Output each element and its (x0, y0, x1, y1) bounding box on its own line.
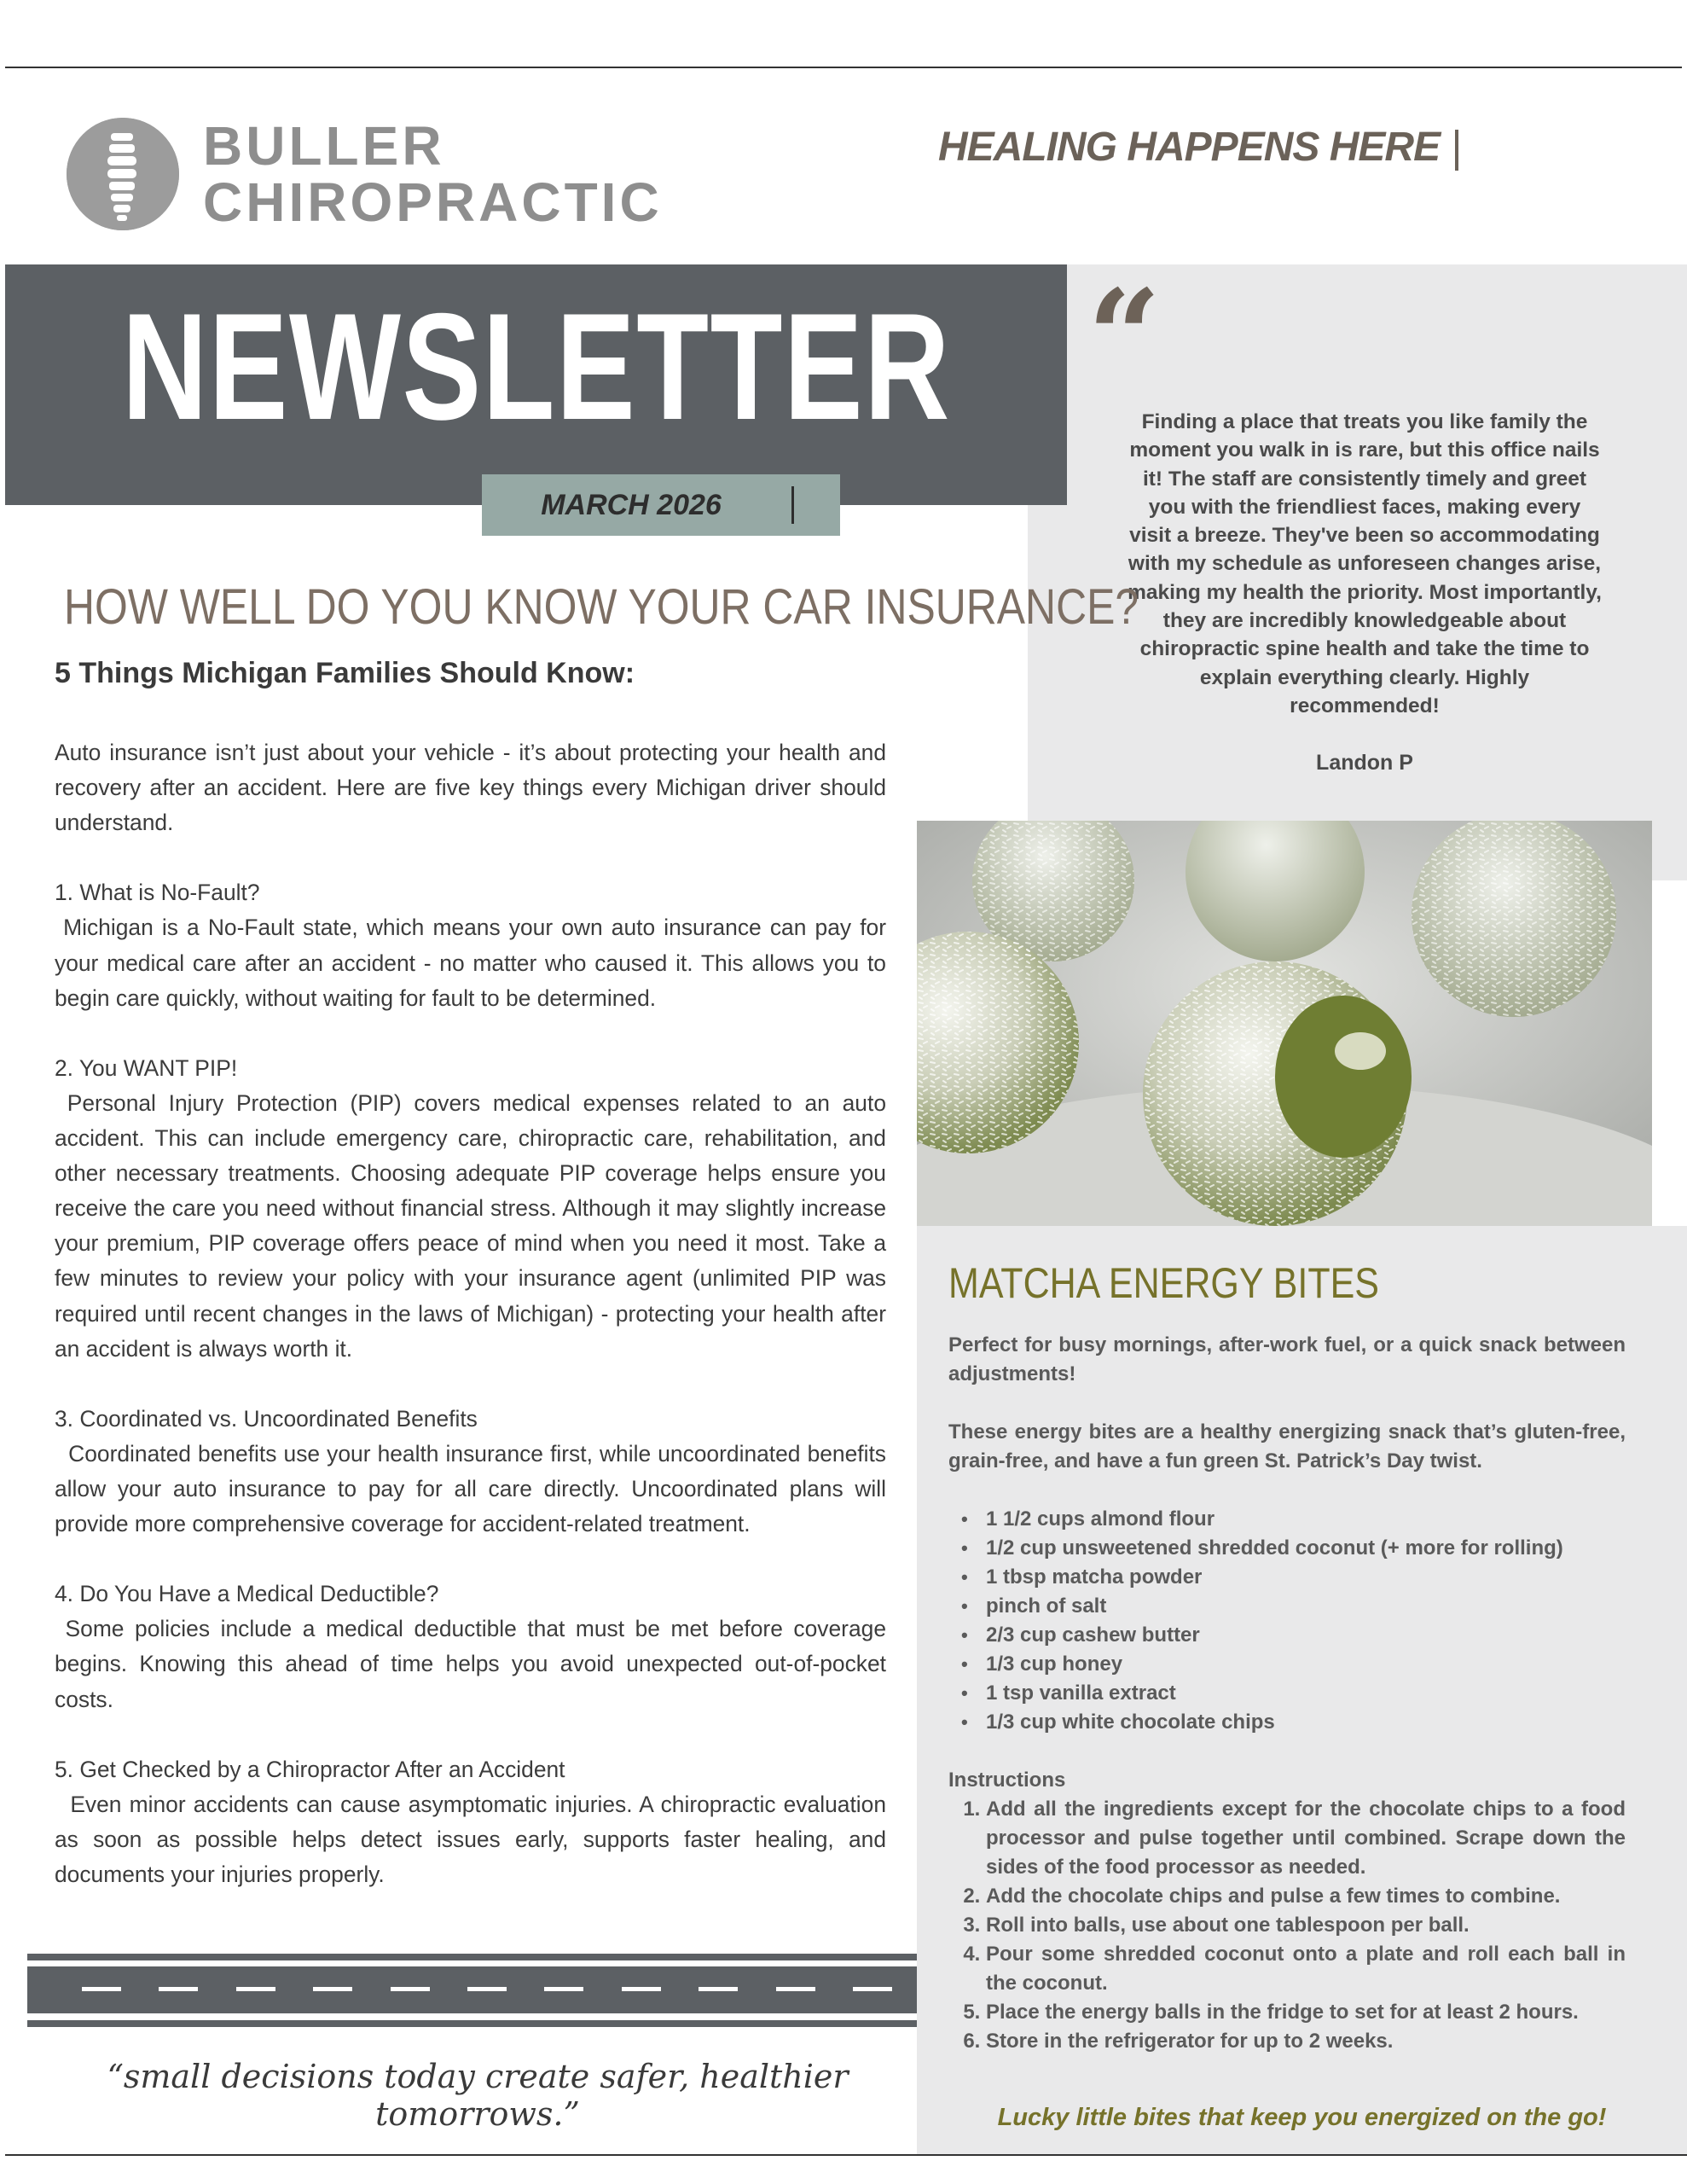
instruction-step: 5. Place the energy balls in the fridge to set for at least 2 hours. (986, 1998, 1626, 2027)
quote-icon: “ (1087, 262, 1162, 412)
recipe-closing: Lucky little bites that keep you energized on the go! (997, 2104, 1607, 2131)
point-heading: 4. Do You Have a Medical Deductible? (55, 1581, 439, 1607)
brand-name-line2: CHIROPRACTIC (203, 171, 663, 233)
instruction-step: 1. Add all the ingredients except for the chocolate chips to a food processor and pulse together until combined. Scrape down the sides of the food processor as needed. (986, 1795, 1626, 1882)
point-heading: 2. You WANT PIP! (55, 1054, 238, 1081)
date-divider (791, 486, 794, 524)
ingredients-list (948, 1505, 1626, 1737)
article-subtitle: 5 Things Michigan Families Should Know: (55, 657, 635, 689)
motto-quote: “small decisions today create safer, healthier tomorrows.” (107, 2058, 849, 2133)
logo-spine-icon (67, 118, 179, 230)
recipe-intro: Perfect for busy mornings, after-work fuel, or a quick snack between adjustments! (948, 1333, 1626, 1385)
issue-date: MARCH 2026 (541, 489, 722, 521)
article-title: HOW WELL DO YOU KNOW YOUR CAR INSURANCE? (64, 579, 1139, 635)
testimonial-author: Landon P (1316, 751, 1413, 775)
point-heading: 3. Coordinated vs. Uncoordinated Benefits (55, 1405, 478, 1432)
ingredient-item: • 1/2 cup unsweetened shredded coconut (+ more for rolling) (986, 1534, 1626, 1563)
brand-name-line1: BULLER (203, 115, 445, 177)
instruction-step: 4. Pour some shredded coconut onto a plate and roll each ball in the coconut. (986, 1940, 1626, 1998)
ingredient-item: • 1 tbsp matcha powder (986, 1563, 1626, 1592)
road-lane-dashes (82, 1987, 892, 1991)
matcha-bites-photo (917, 821, 1652, 1226)
recipe-description: These energy bites are a healthy energizing snack that’s gluten-free, grain-free, and have a fun green St. Patrick’s Day twist. (948, 1420, 1626, 1472)
ingredient-item: • 2/3 cup cashew butter (986, 1621, 1626, 1650)
instruction-step: 6. Store in the refrigerator for up to 2 weeks. (986, 2027, 1626, 2056)
article-body (55, 735, 886, 1892)
road-edge-top (27, 1954, 919, 1960)
brand-name (203, 115, 663, 233)
point-body: Coordinated benefits use your health insurance first, while uncoordinated benefits allow your auto insurance to pay for all care directly. Uncoordinated plans will provide more comprehensive coverage for accident-related treatment. (55, 1440, 886, 1537)
recipe-body (948, 1331, 1626, 2056)
testimonial-text: Finding a place that treats you like family the moment you walk in is rare, but this office nails it! The staff are consistently timely and greet you with the friendliest faces, making every visit a breeze. They've been so accommodating with my schedule as unforeseen changes arise, making my health the priority. Most importantly, they are incredibly knowledgeable about chiropractic spine health and take the time to explain everything clearly. Highly recommended! (1128, 410, 1602, 717)
bottom-rule (5, 2154, 1687, 2156)
instructions-list (948, 1795, 1626, 2056)
road-edge-bottom (27, 2020, 919, 2027)
article-intro: Auto insurance isn’t just about your vehicle - it’s about protecting your health and recovery after an accident. Here are five key things every Michigan driver should understand. (55, 740, 886, 836)
ingredient-item: • 1 tsp vanilla extract (986, 1679, 1626, 1708)
instructions-label: Instructions (948, 1769, 1066, 1792)
point-heading: 1. What is No-Fault? (55, 880, 260, 906)
point-body: Even minor accidents can cause asymptomatic injuries. A chiropractic evaluation as soon as possible helps detect issues early, supports faster healing, and documents your injuries properly. (55, 1791, 886, 1887)
point-body: Michigan is a No-Fault state, which means your own auto insurance can pay for your medical care after an accident - no matter who caused it. This allows you to begin care quickly, without waiting for fault to be determined. (55, 915, 886, 1011)
top-rule (5, 67, 1682, 68)
ingredient-item: • 1/3 cup white chocolate chips (986, 1708, 1626, 1737)
ingredient-item: • 1/3 cup honey (986, 1650, 1626, 1679)
point-body: Personal Injury Protection (PIP) covers medical expenses related to an auto accident. This can include emergency care, chiropractic care, rehabilitation, and other necessary treatments. Choosing adequate PIP coverage helps ensure you receive the care you need without financial stress. Although it may slightly increase your premium, PIP coverage offers peace of mind when you need it most. Take a few minutes to review your policy with your insurance agent (unlimited PIP was required until recent changes in the laws of Michigan) - protecting your health after an accident is always worth it. (55, 1089, 886, 1362)
ingredient-item: • 1 1/2 cups almond flour (986, 1505, 1626, 1534)
instruction-step: 3. Roll into balls, use about one tablespoon per ball. (986, 1911, 1626, 1940)
newsletter-title: NEWSLETTER (121, 282, 951, 451)
tagline: HEALING HAPPENS HERE (938, 125, 1441, 170)
tagline-divider (1455, 130, 1458, 171)
recipe-title: MATCHA ENERGY BITES (948, 1259, 1379, 1307)
point-body: Some policies include a medical deductible that must be met before coverage begins. Knowing this ahead of time helps you avoid unexpected out-of-pocket costs. (55, 1616, 886, 1712)
point-heading: 5. Get Checked by a Chiropractor After an Accident (55, 1756, 565, 1782)
ingredient-item: • pinch of salt (986, 1592, 1626, 1621)
instruction-step: 2. Add the chocolate chips and pulse a few times to combine. (986, 1882, 1626, 1911)
